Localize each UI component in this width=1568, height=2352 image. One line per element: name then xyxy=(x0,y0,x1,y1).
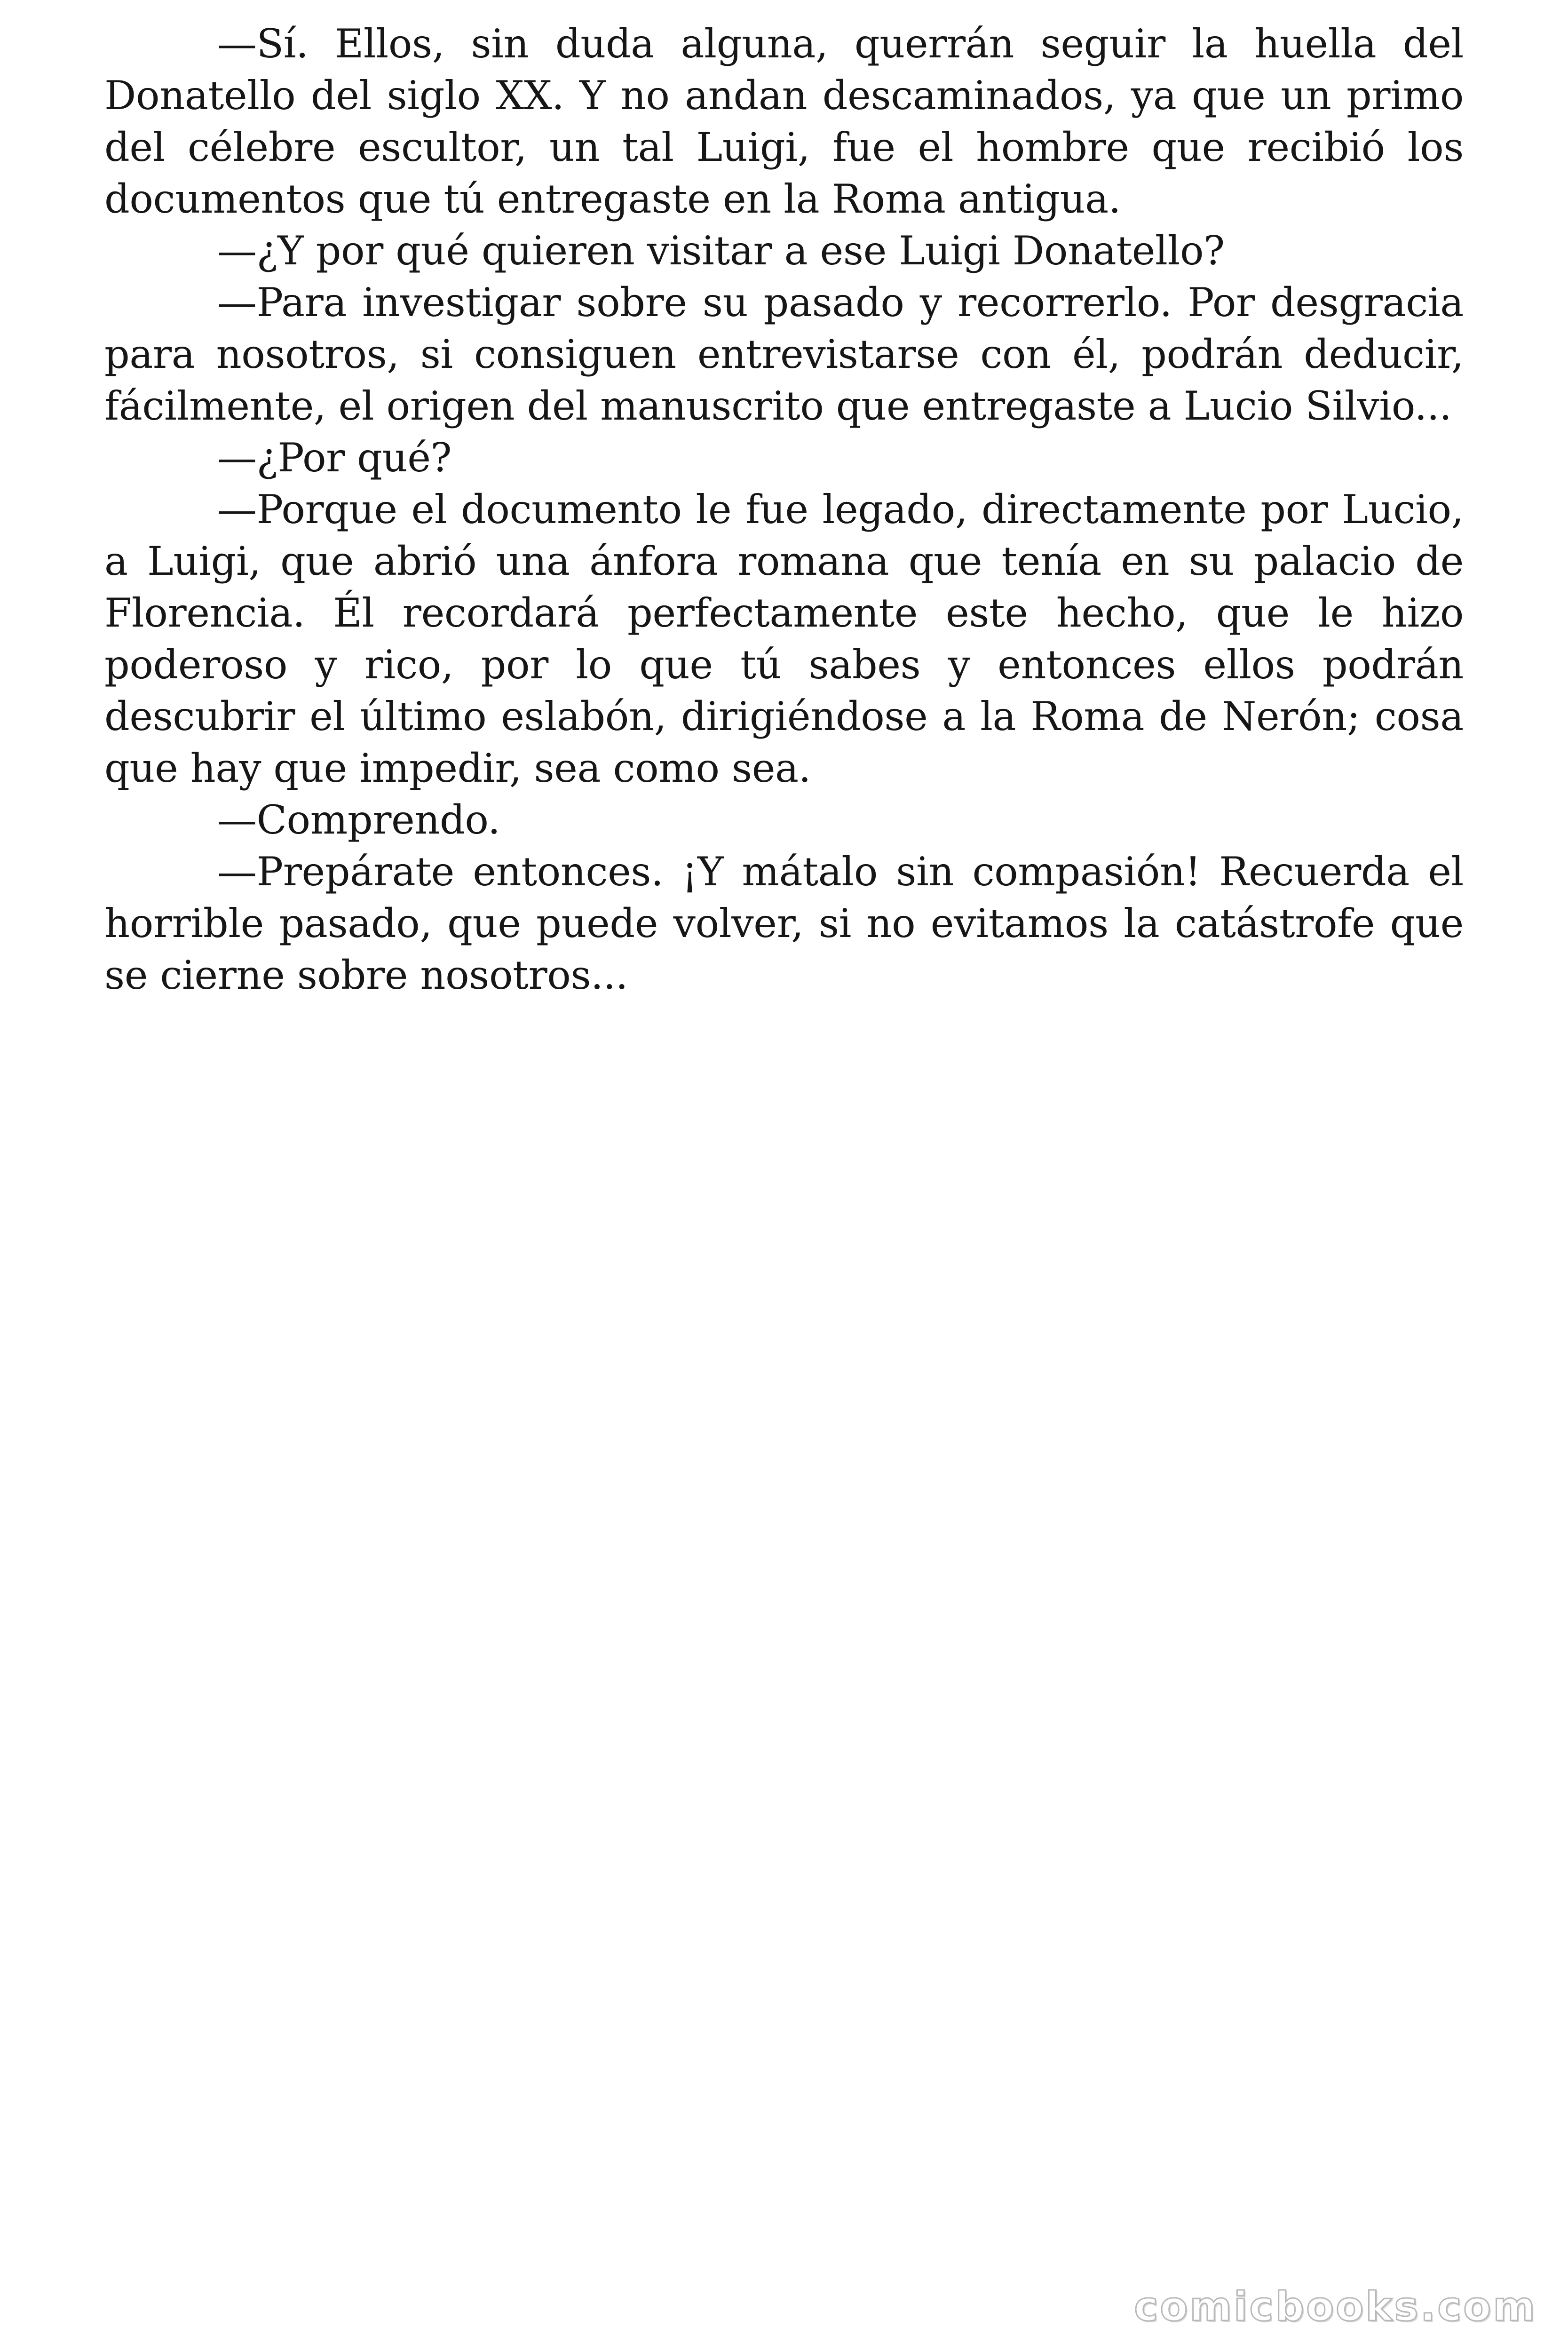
paragraph: —Prepárate entonces. ¡Y mátalo sin compasión! Recuerda el horrible pasado, que puede volver, si no evitamos la catástrofe que se cierne sobre nosotros... xyxy=(104,849,1464,998)
paragraph: —¿Y por qué quieren visitar a ese Luigi Donatello? xyxy=(217,228,1225,274)
paragraph: —Porque el documento le fue legado, directamente por Lucio, a Luigi, que abrió una ánfora romana que tenía en su palacio de Florencia. Él recordará perfectamente este hecho, que le hizo poderoso y rico, por lo que tú sabes y entonces ellos podrán descubrir el último eslabón, dirigiéndose a la Roma de Nerón; cosa que hay que impedir, sea como sea. xyxy=(104,486,1464,791)
paragraph: —Comprendo. xyxy=(217,797,500,843)
paragraph: —Sí. Ellos, sin duda alguna, querrán seguir la huella del Donatello del siglo XX. Y no andan descaminados, ya que un primo del célebre escultor, un tal Luigi, fue el hombre que recibió los documentos que tú entregaste en la Roma antigua. xyxy=(104,21,1464,222)
paragraph: —¿Por qué? xyxy=(217,435,452,481)
page-body xyxy=(104,18,1464,1001)
watermark: comicbooks.com xyxy=(1134,2283,1537,2330)
paragraph: —Para investigar sobre su pasado y recorrerlo. Por desgracia para nosotros, si consiguen entrevistarse con él, podrán deducir, fácilmente, el origen del manuscrito que entregaste a Lucio Silvio... xyxy=(104,279,1464,429)
